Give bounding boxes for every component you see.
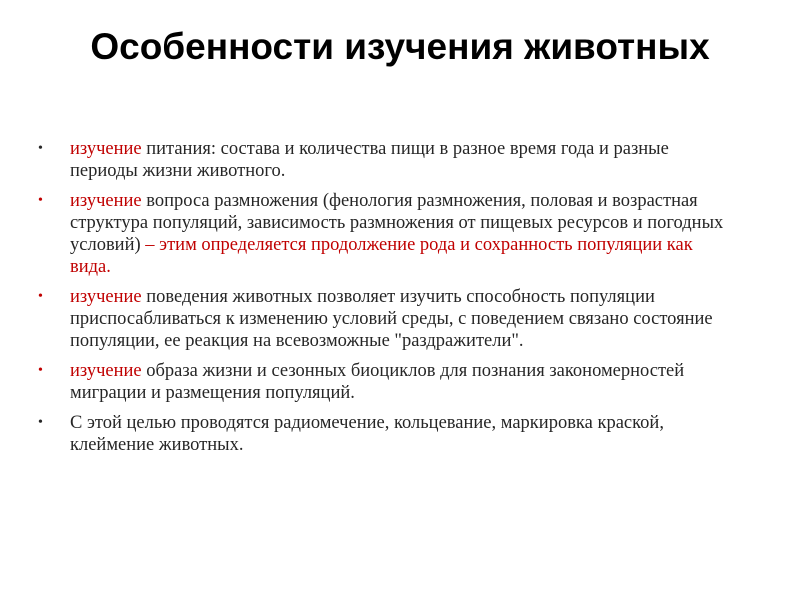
bullet-item-reproduction xyxy=(38,190,738,278)
bullet-dot-icon: • xyxy=(38,141,43,156)
bullet-lead: изучение xyxy=(70,139,142,159)
bullet-text: образа жизни и сезонных биоциклов для познания закономерностей миграции и размещения популяций. xyxy=(70,361,685,403)
bullet-dot-icon: • xyxy=(38,193,43,208)
bullet-item-methods xyxy=(38,412,738,456)
bullet-lead: изучение xyxy=(70,191,142,211)
bullet-dot-icon: • xyxy=(38,289,43,304)
bullet-item-behavior xyxy=(38,286,738,352)
bullet-item-feeding xyxy=(38,138,738,182)
bullet-text: С этой целью проводятся радиомечение, кольцевание, маркировка краской, клеймение животных. xyxy=(70,413,664,455)
bullet-text: питания: состава и количества пищи в разное время года и разные периоды жизни животного. xyxy=(70,139,669,181)
bullet-text: вопроса размножения (фенология размножения, половая и возрастная структура популяций, зависимость размножения от пищевых ресурсов и погодных условий) xyxy=(70,191,724,255)
bullet-dot-icon: • xyxy=(38,363,43,378)
bullet-lead: изучение xyxy=(70,361,142,381)
bullet-dot-icon: • xyxy=(38,415,43,430)
bullet-item-lifestyle xyxy=(38,360,738,404)
bullet-list xyxy=(38,138,738,464)
bullet-lead: изучение xyxy=(70,287,142,307)
bullet-highlight: – этим определяется продолжение рода и сохранность популяции как вида. xyxy=(70,235,693,277)
slide-title: Особенности изучения животных xyxy=(90,26,710,67)
bullet-text: поведения животных позволяет изучить способность популяции приспосабливаться к изменению условий среды, с поведением связано состояние популяции, ее реакция на всевозможные "раздражители". xyxy=(70,287,713,351)
